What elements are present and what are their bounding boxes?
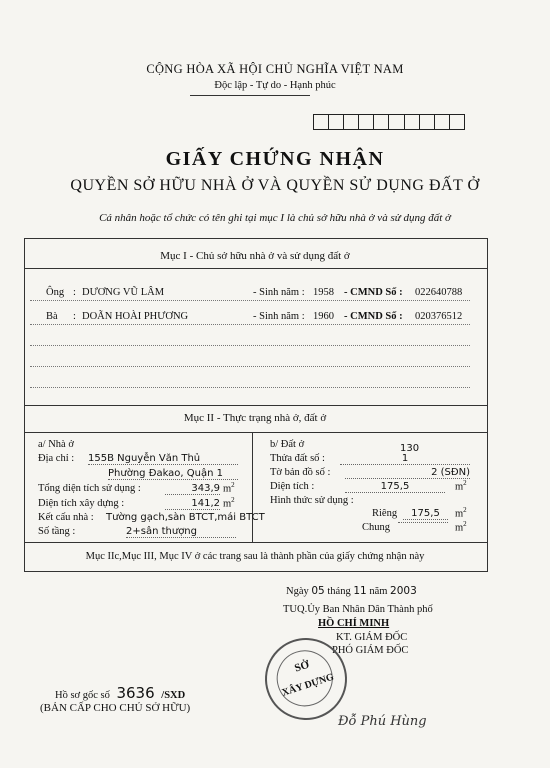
seal-line1: SỞ [293, 658, 311, 675]
unit-text: m [223, 498, 232, 510]
serial-number-boxes [313, 114, 465, 130]
certificate-intro: Cá nhân hoặc tổ chức có tên ghi tại mục I là chủ sở hữu nhà ở và sử dụng đất ở [99, 212, 451, 224]
section1-heading: Mục I - Chủ sở hữu nhà ở và sử dụng đất ở [160, 250, 350, 262]
divider [24, 405, 488, 406]
divider [24, 542, 488, 543]
address-line2: Phường Đakao, Quận 1 [108, 468, 238, 480]
day-value: 05 [311, 585, 325, 597]
parcel-note: 130 [400, 443, 420, 454]
floors-value: 2+sân thượng [126, 526, 236, 538]
parcel-label: Thửa đất số : [270, 453, 325, 464]
year-value: 2003 [390, 585, 417, 597]
owner1-birth: 1958 [313, 287, 334, 298]
month-value: 11 [353, 585, 367, 597]
usage-label: Hình thức sử dụng : [270, 495, 354, 506]
owner2-title: Bà [46, 311, 58, 322]
blank-dotted-line [30, 345, 470, 346]
parcel-value: 1 [340, 453, 470, 465]
signing-date [286, 585, 417, 597]
signer-name: Đỗ Phú Hùng [338, 714, 427, 729]
record-number-value: 3636 [116, 684, 155, 702]
unit-text: m [455, 508, 464, 520]
owner1-title: Ông [46, 287, 65, 298]
continuation-note: Mục IIc,Mục III, Mục IV ở các trang sau là thành phần của giấy chứng nhận này [85, 551, 425, 562]
column-divider [252, 432, 253, 542]
national-motto: Độc lập - Tự do - Hạnh phúc [214, 80, 336, 91]
certificate-title: GIẤY CHỨNG NHẬN [165, 148, 385, 170]
built-area-label: Diện tích xây dựng : [38, 498, 125, 509]
land-area-unit: $m^2$ [455, 479, 467, 493]
total-area-label: Tổng diện tích sử dụng : [38, 483, 141, 494]
land-heading: b/ Đất ở [270, 439, 305, 450]
role-line1: KT. GIÁM ĐỐC [336, 632, 408, 643]
map-sheet-label: Tờ bản đồ số : [270, 467, 331, 478]
seal-line2: XÂY DỰNG [280, 671, 336, 699]
owner2-birth: 1960 [313, 311, 334, 322]
built-area-unit: $m^2$ [223, 496, 235, 510]
shared-unit: $m^2$ [455, 520, 467, 534]
blank-dotted-line [30, 387, 470, 388]
unit-text: m [455, 481, 464, 493]
map-sheet-value: 2 (SĐN) [345, 467, 470, 479]
motto-underline [190, 95, 310, 96]
authority-line1: TUQ.Ủy Ban Nhân Dân Thành phố [283, 604, 433, 615]
country-heading: CỘNG HÒA XÃ HỘI CHỦ NGHĨA VIỆT NAM [146, 62, 404, 76]
floors-label: Số tầng : [38, 526, 76, 537]
section2-heading: Mục II - Thực trạng nhà ở, đất ở [183, 412, 327, 424]
authority-line2: HỒ CHÍ MINH [318, 618, 390, 629]
house-heading: a/ Nhà ở [38, 439, 74, 450]
blank-dotted-line [30, 366, 470, 367]
owner1-id-label: - CMND Số : [344, 287, 403, 298]
address-line1: 155B Nguyễn Văn Thủ [88, 453, 238, 465]
owner2-id-label: - CMND Số : [344, 311, 403, 322]
year-label: năm [369, 586, 388, 597]
structure-label: Kết cấu nhà : [38, 512, 94, 523]
record-label: Hồ sơ gốc số [55, 690, 110, 701]
owner1-dotted-line [30, 300, 470, 301]
certificate-subtitle: QUYỀN SỞ HỮU NHÀ Ở VÀ QUYỀN SỬ DỤNG ĐẤT Ở [70, 177, 480, 194]
record-suffix: /SXD [161, 690, 186, 701]
role-line2: PHÓ GIÁM ĐỐC [332, 645, 409, 656]
divider [24, 268, 488, 269]
owner1-birth-label: - Sinh năm : [253, 287, 305, 298]
private-value: 175,5 [403, 508, 448, 520]
owner2-dotted-line [30, 324, 470, 325]
divider [24, 432, 488, 433]
owner2-id: 020376512 [415, 311, 463, 322]
owner1-separator: : [73, 287, 76, 298]
unit-text: m [223, 483, 232, 495]
private-unit: $m^2$ [455, 506, 467, 520]
owner2-birth-label: - Sinh năm : [253, 311, 305, 322]
record-number [55, 684, 185, 702]
address-label: Địa chỉ : [38, 453, 75, 464]
unit-text: m [455, 522, 464, 534]
month-label: tháng [327, 586, 351, 597]
total-area-value: 343,9 [165, 483, 220, 495]
owner2-name: DOÃN HOÀI PHƯƠNG [82, 311, 189, 322]
land-area-label: Diện tích : [270, 481, 315, 492]
owner1-id: 022640788 [415, 287, 463, 298]
private-label: Riêng [372, 508, 398, 519]
owner1-name: DƯƠNG VŨ LÂM [82, 287, 165, 298]
total-area-unit: $m^2$ [223, 481, 235, 495]
structure-value: Tường gạch,sàn BTCT,mái BTCT [106, 512, 265, 523]
shared-label: Chung [362, 522, 391, 533]
day-label: Ngày [286, 586, 309, 597]
built-area-value: 141,2 [165, 498, 220, 510]
copy-note: (BẢN CẤP CHO CHỦ SỞ HỮU) [40, 702, 191, 714]
shared-value [398, 522, 448, 523]
land-area-value: 175,5 [345, 481, 445, 493]
owner2-separator: : [73, 311, 76, 322]
